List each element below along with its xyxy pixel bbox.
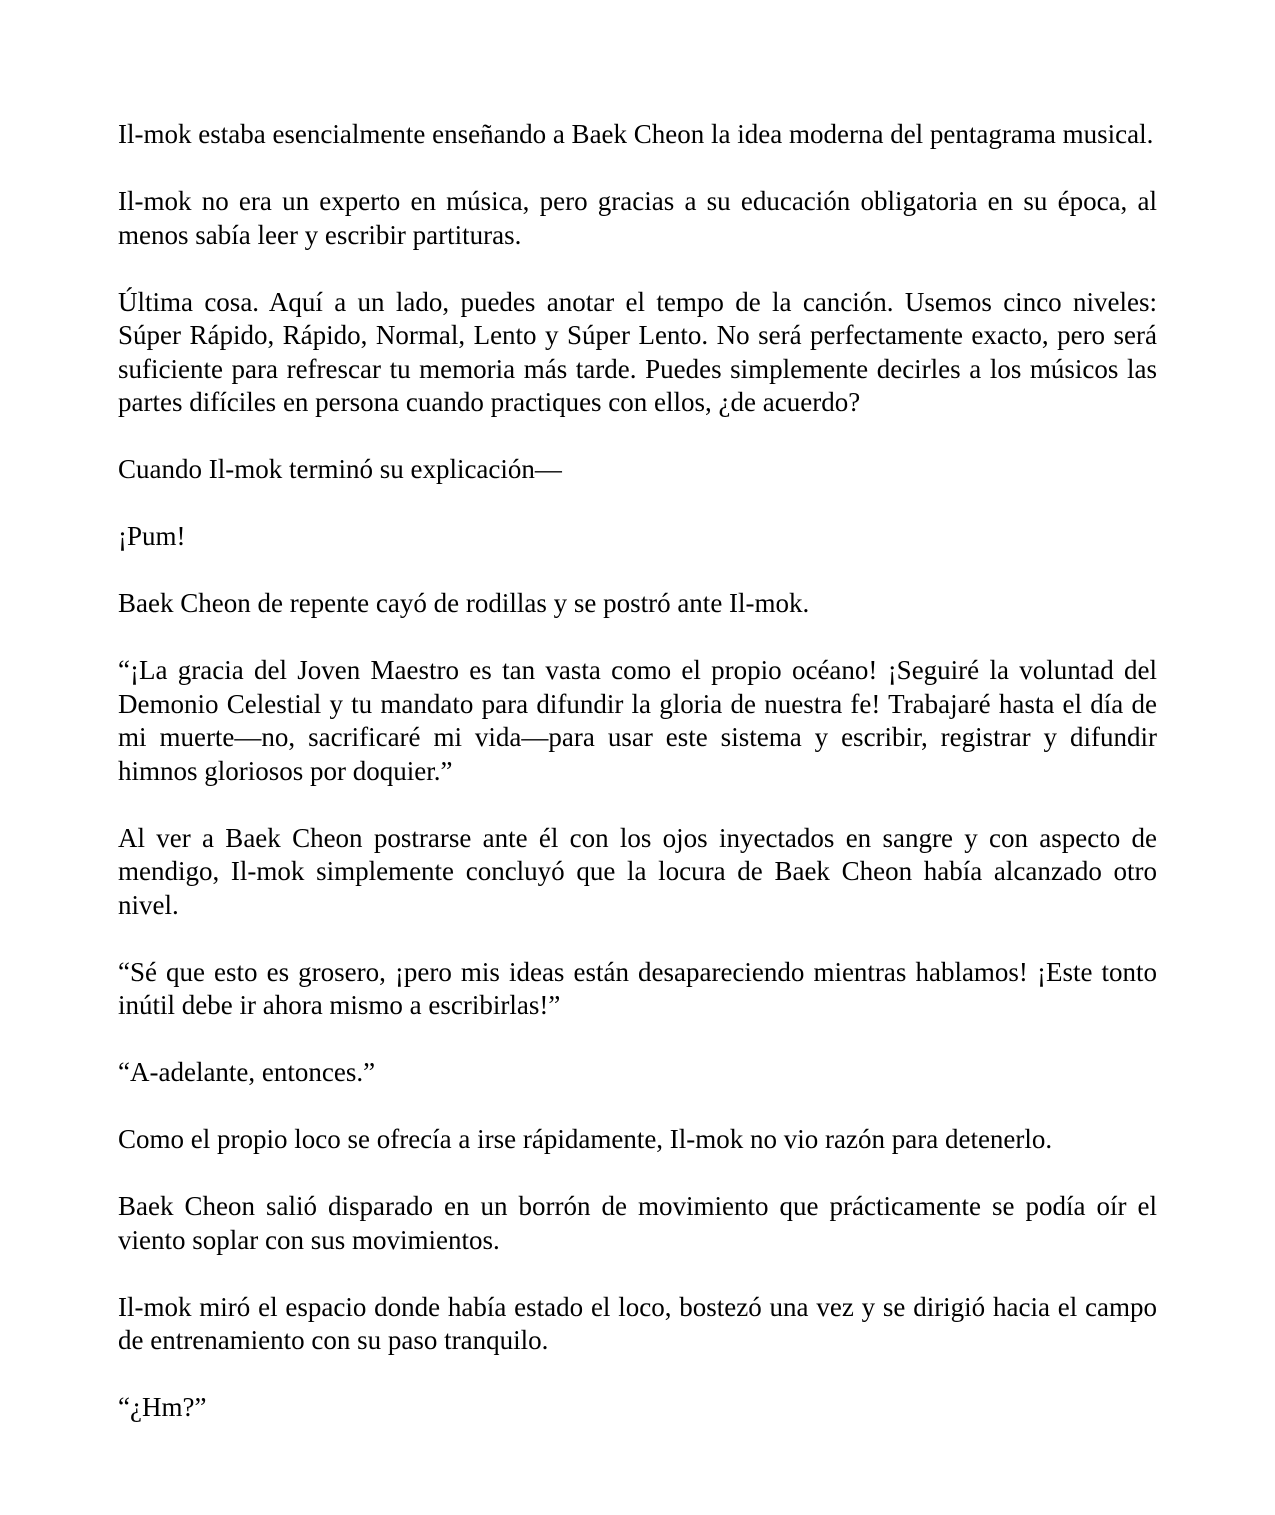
paragraph-2: Il-mok no era un experto en música, pero gracias a su educación obligatoria en su época, al menos sabía leer y escribir partituras.: [118, 186, 1157, 250]
paragraph-3: Última cosa. Aquí a un lado, puedes anotar el tempo de la canción. Usemos cinco niveles: Súper Rápido, Rápido, Normal, Lento y Súper Lento. No será perfectamente exacto, pero será suficiente para refrescar tu memoria más tarde. Puedes simplemente decirles a los músicos las partes difíciles en persona cuando practiques con ellos, ¿de acuerdo?: [118, 286, 1157, 417]
paragraph-1: Il-mok estaba esencialmente enseñando a Baek Cheon la idea moderna del pentagrama musical.: [118, 119, 1154, 149]
paragraph-11: Como el propio loco se ofrecía a irse rápidamente, Il-mok no vio razón para detenerlo.: [118, 1124, 1053, 1154]
paragraph-12: Baek Cheon salió disparado en un borrón de movimiento que prácticamente se podía oír el viento soplar con sus movimientos.: [118, 1191, 1157, 1255]
paragraph-4: Cuando Il-mok terminó su explicación—: [118, 454, 562, 484]
paragraph-9: “Sé que esto es grosero, ¡pero mis ideas están desapareciendo mientras hablamos! ¡Este tonto inútil debe ir ahora mismo a escribirlas!”: [118, 956, 1157, 1020]
paragraph-6: Baek Cheon de repente cayó de rodillas y se postró ante Il-mok.: [118, 588, 810, 618]
document-page: [118, 118, 1157, 1425]
paragraph-13: Il-mok miró el espacio donde había estado el loco, bostezó una vez y se dirigió hacia el campo de entrenamiento con su paso tranquilo.: [118, 1291, 1157, 1355]
paragraph-5: ¡Pum!: [118, 521, 186, 551]
paragraph-8: Al ver a Baek Cheon postrarse ante él con los ojos inyectados en sangre y con aspecto de mendigo, Il-mok simplemente concluyó que la locura de Baek Cheon había alcanzado otro nivel.: [118, 822, 1157, 920]
paragraph-14: “¿Hm?”: [118, 1392, 207, 1422]
paragraph-7: “¡La gracia del Joven Maestro es tan vasta como el propio océano! ¡Seguiré la voluntad del Demonio Celestial y tu mandato para difundir la gloria de nuestra fe! Trabajaré hasta el día de mi muerte—no, sacrificaré mi vida—para usar este sistema y escribir, registrar y difundir himnos gloriosos por doquier.”: [118, 655, 1157, 786]
paragraph-10: “A-adelante, entonces.”: [118, 1057, 376, 1087]
